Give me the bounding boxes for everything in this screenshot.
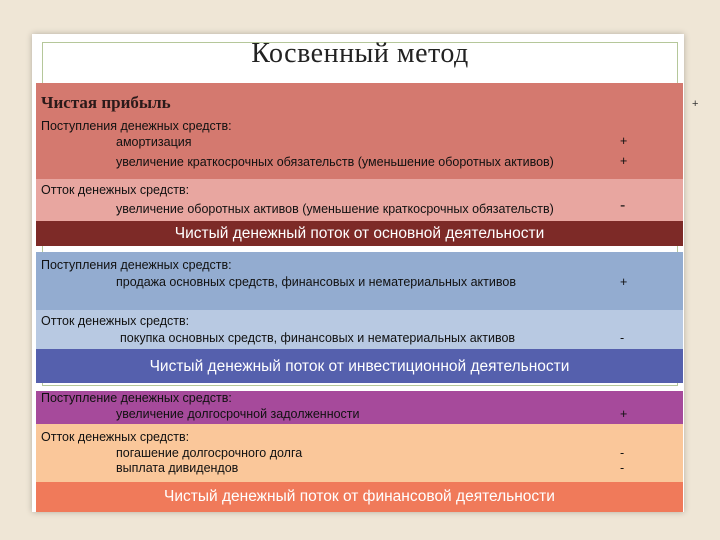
financing-item-dividends-sign: - — [620, 461, 625, 475]
operating-item-liabilities-sign: + — [620, 154, 628, 168]
investing-result-bar — [36, 349, 683, 383]
investing-result-label: Чистый денежный поток от инвестиционной деятельности — [149, 358, 570, 375]
investing-outflows-band — [36, 310, 683, 349]
slide-title: Косвенный метод — [251, 38, 469, 69]
financing-item-dividends: выплата дивидендов — [116, 461, 239, 475]
operating-item-current-assets: увеличение оборотных активов (уменьшение краткосрочных обязательств) — [116, 202, 554, 216]
financing-item-debt-repayment: погашение долгосрочного долга — [116, 446, 303, 460]
investing-item-sale: продажа основных средств, финансовых и нематериальных активов — [116, 275, 516, 289]
financing-item-debt-increase-sign: + — [620, 407, 628, 421]
investing-inflows-band — [36, 252, 683, 310]
operating-item-current-assets-sign: - — [620, 197, 626, 214]
operating-result-label: Чистый денежный поток от основной деятельности — [174, 225, 545, 242]
operating-inflows-band — [36, 83, 683, 179]
investing-item-purchase-sign: - — [620, 331, 625, 345]
financing-result-bar — [36, 482, 683, 512]
investing-outflows-header: Отток денежных средств: — [41, 314, 190, 328]
investing-item-purchase: покупка основных средств, финансовых и нематериальных активов — [120, 331, 516, 345]
operating-result-bar — [36, 221, 683, 246]
investing-item-sale-sign: + — [620, 275, 628, 289]
stray-plus-mark: + — [692, 98, 699, 110]
operating-item-liabilities: увеличение краткосрочных обязательств (уменьшение оборотных активов) — [116, 155, 554, 169]
financing-item-debt-repayment-sign: - — [620, 446, 625, 460]
operating-outflows-band — [36, 179, 683, 221]
operating-item-depreciation-sign: + — [620, 134, 628, 148]
financing-inflows-band — [36, 391, 683, 424]
financing-outflows-header: Отток денежных средств: — [41, 430, 190, 444]
financing-inflows-header: Поступление денежных средств: — [41, 391, 232, 405]
financing-result-label: Чистый денежный поток от финансовой деятельности — [164, 488, 555, 505]
financing-outflows-band — [36, 424, 683, 482]
operating-outflows-header: Отток денежных средств: — [41, 183, 190, 197]
operating-item-depreciation: амортизация — [116, 135, 192, 149]
investing-inflows-header: Поступления денежных средств: — [41, 258, 232, 272]
operating-inflows-header: Поступления денежных средств: — [41, 119, 232, 133]
financing-item-debt-increase: увеличение долгосрочной задолженности — [116, 407, 360, 421]
net-profit-label: Чистая прибыль — [41, 93, 171, 112]
